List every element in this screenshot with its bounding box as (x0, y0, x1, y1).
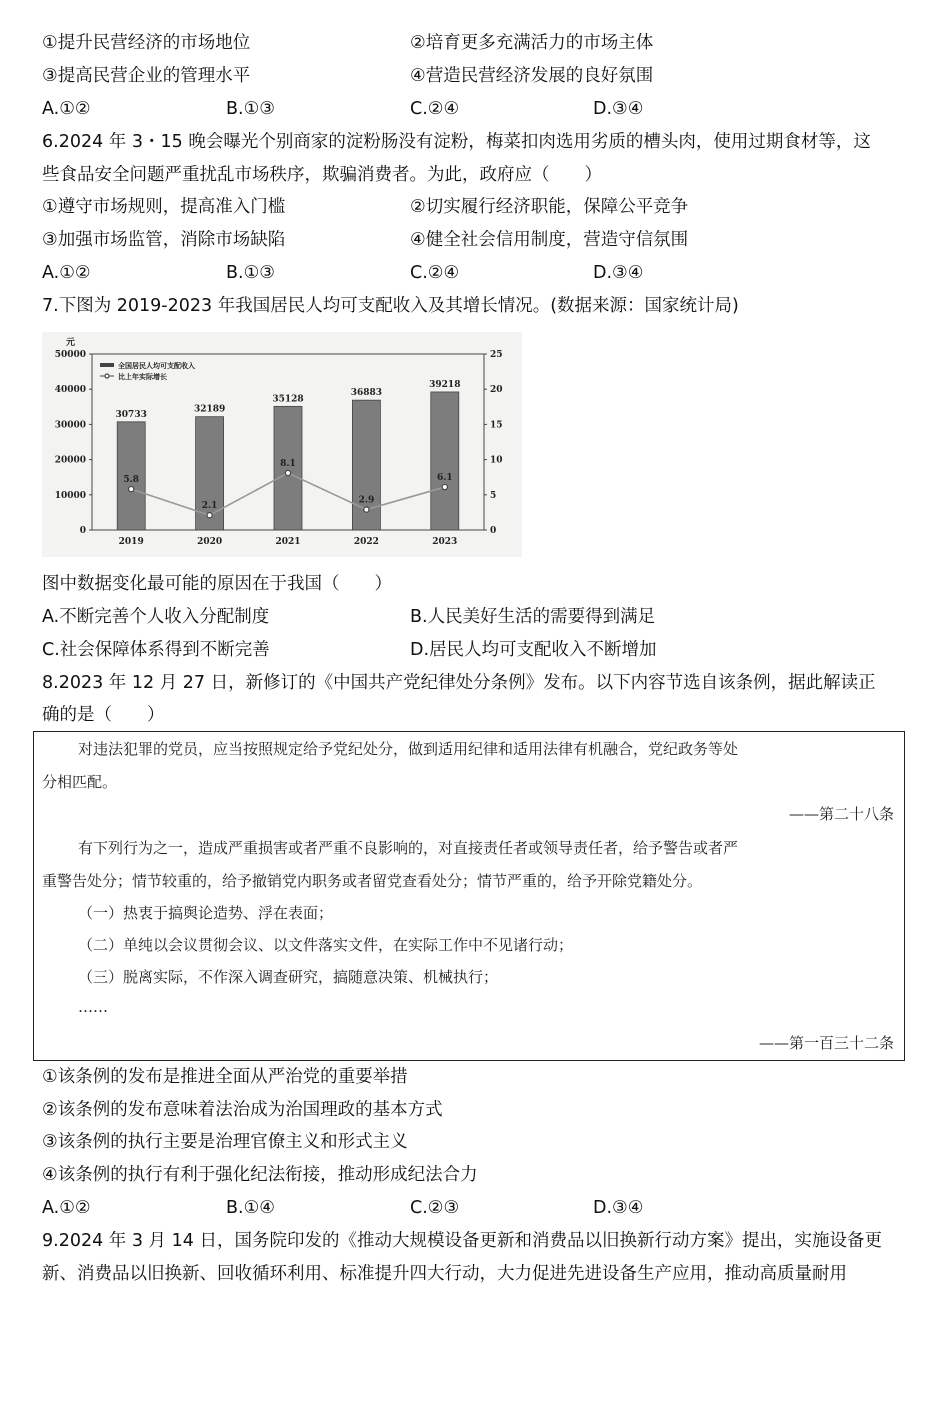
excerpt-item-3: （三）脱离实际，不作深入调查研究，搞随意决策、机械执行； (78, 968, 499, 986)
q7-choice-a[interactable]: A.不断完善个人收入分配制度 (42, 607, 270, 627)
q6-option-2: ②切实履行经济职能，保障公平竞争 (410, 197, 689, 217)
q6-option-1: ①遵守市场规则，提高准入门槛 (42, 197, 286, 217)
x-tick-label: 2022 (353, 537, 379, 547)
q6-choice-c[interactable]: C.②④ (410, 263, 460, 283)
growth-label: 2.1 (201, 501, 218, 512)
excerpt-item-2: （二）单纯以会议贯彻会议、以文件落实文件，在实际工作中不见诸行动； (78, 936, 574, 954)
growth-point (285, 470, 290, 475)
x-tick-label: 2023 (432, 537, 458, 547)
excerpt-signature-28: ——第二十八条 (788, 805, 894, 823)
q5-option-2: ②培育更多充满活力的市场主体 (410, 33, 654, 53)
q7-choice-c[interactable]: C.社会保障体系得到不断完善 (42, 640, 270, 660)
legend-swatch-point (105, 374, 109, 378)
x-tick-label: 2020 (197, 537, 223, 547)
q6-choice-b[interactable]: B.①③ (226, 263, 275, 283)
q8-stem-line1: 8.2023 年 12 月 27 日，新修订的《中国共产党纪律处分条例》发布。以下内容节选自该条例，据此解读正 (42, 673, 876, 693)
excerpt-p1-line2: 分相匹配。 (42, 773, 118, 791)
growth-label: 2.9 (358, 495, 375, 506)
q8-option-3: ③该条例的执行主要是治理官僚主义和形式主义 (42, 1132, 408, 1152)
q7-question: 图中数据变化最可能的原因在于我国（ ） (42, 574, 392, 594)
q8-stem-line2: 确的是（ ） (42, 705, 165, 725)
q9-stem-line2: 新、消费品以旧换新、回收循环利用、标准提升四大行动，大力促进先进设备生产应用，推动高质量耐用 (42, 1264, 847, 1284)
q5-choice-c[interactable]: C.②④ (410, 99, 460, 119)
income-bar-label: 32189 (193, 404, 226, 415)
growth-label: 8.1 (280, 458, 296, 469)
q7-stem: 7.下图为 2019-2023 年我国居民人均可支配收入及其增长情况。(数据来源：国家统计局) (42, 296, 739, 316)
income-chart (42, 332, 522, 557)
excerpt-signature-132: ——第一百三十二条 (758, 1034, 894, 1052)
y2-tick-label: 0 (490, 526, 497, 536)
growth-point (207, 513, 212, 518)
q5-choice-b[interactable]: B.①③ (226, 99, 275, 119)
x-tick-label: 2021 (275, 537, 301, 547)
y-axis-label: 元 (66, 338, 76, 348)
q7-choice-b[interactable]: B.人民美好生活的需要得到满足 (410, 607, 656, 627)
income-bar-label: 39218 (429, 379, 461, 390)
y-tick-label: 10000 (54, 490, 86, 501)
income-bar-label: 36883 (350, 388, 383, 399)
growth-label: 5.8 (123, 475, 140, 486)
y2-tick-label: 5 (490, 490, 497, 501)
y2-tick-label: 10 (490, 455, 503, 466)
excerpt-ellipsis: …… (78, 998, 108, 1016)
growth-point (364, 507, 369, 512)
q8-choice-c[interactable]: C.②③ (410, 1198, 460, 1218)
x-tick-label: 2019 (118, 537, 144, 547)
growth-point (129, 487, 134, 492)
q6-option-3: ③加强市场监管，消除市场缺陷 (42, 230, 286, 250)
q8-choice-d[interactable]: D.③④ (593, 1198, 644, 1218)
excerpt-p2-line1: 有下列行为之一，造成严重损害或者严重不良影响的，对直接责任者或领导责任者，给予警告或者严 (78, 839, 739, 857)
y-tick-label: 50000 (54, 350, 86, 360)
q5-option-4: ④营造民营经济发展的良好氛围 (410, 66, 654, 86)
y2-tick-label: 20 (490, 385, 503, 396)
q5-option-1: ①提升民营经济的市场地位 (42, 33, 251, 53)
excerpt-item-1: （一）热衷于搞舆论造势、浮在表面； (78, 904, 334, 922)
income-bar (431, 392, 459, 530)
income-bar-label: 30733 (115, 409, 147, 420)
q8-option-2: ②该条例的发布意味着法治成为治国理政的基本方式 (42, 1100, 443, 1120)
y2-tick-label: 15 (490, 420, 503, 431)
growth-label: 6.1 (436, 473, 453, 484)
q6-stem-line2: 些食品安全问题严重扰乱市场秩序，欺骗消费者。为此，政府应（ ） (42, 165, 602, 185)
legend-swatch-bar (100, 363, 114, 367)
income-bar-label: 35128 (272, 394, 304, 405)
excerpt-p2-line2: 重警告处分；情节较重的，给予撤销党内职务或者留党查看处分；情节严重的，给予开除党籍处分。 (42, 872, 703, 890)
y-tick-label: 20000 (54, 455, 86, 466)
q8-option-1: ①该条例的发布是推进全面从严治党的重要举措 (42, 1067, 408, 1087)
q8-choice-b[interactable]: B.①④ (226, 1198, 275, 1218)
growth-point (442, 484, 447, 489)
y-tick-label: 30000 (54, 420, 86, 431)
q6-choice-a[interactable]: A.①② (42, 263, 91, 283)
q5-choice-a[interactable]: A.①② (42, 99, 91, 119)
y-tick-label: 40000 (54, 385, 86, 396)
q9-stem-line1: 9.2024 年 3 月 14 日，国务院印发的《推动大规模设备更新和消费品以旧换新行动方案》提出，实施设备更 (42, 1231, 882, 1251)
q8-choice-a[interactable]: A.①② (42, 1198, 91, 1218)
excerpt-box (33, 731, 905, 1061)
q6-option-4: ④健全社会信用制度，营造守信氛围 (410, 230, 689, 250)
y2-tick-label: 25 (490, 350, 503, 360)
excerpt-p1-line1: 对违法犯罪的党员，应当按照规定给予党纪处分，做到适用纪律和适用法律有机融合，党纪政务等处 (78, 740, 739, 758)
q7-choice-d[interactable]: D.居民人均可支配收入不断增加 (410, 640, 657, 660)
legend-label-growth: 比上年实际增长 (118, 373, 167, 381)
legend-label-income: 全国居民人均可支配收入 (118, 362, 195, 370)
q5-choice-d[interactable]: D.③④ (593, 99, 644, 119)
y-tick-label: 0 (79, 526, 86, 536)
q6-stem-line1: 6.2024 年 3・15 晚会曝光个别商家的淀粉肠没有淀粉，梅菜扣肉选用劣质的槽头肉，使用过期食材等，这 (42, 132, 871, 152)
q8-option-4: ④该条例的执行有利于强化纪法衔接，推动形成纪法合力 (42, 1165, 478, 1185)
q5-option-3: ③提高民营企业的管理水平 (42, 66, 251, 86)
q6-choice-d[interactable]: D.③④ (593, 263, 644, 283)
